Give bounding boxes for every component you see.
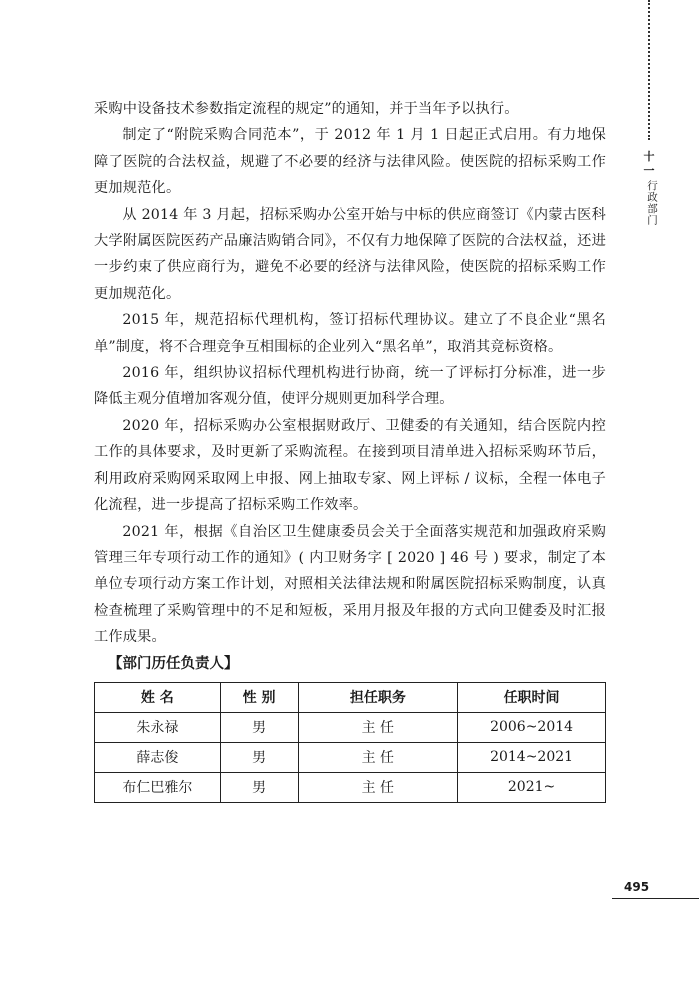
cell-tenure: 2021~ bbox=[458, 772, 606, 802]
chapter-number: 十一 bbox=[643, 150, 655, 177]
paragraph: 制定了“附院采购合同范本”，于 2012 年 1 月 1 日起正式启用。有力地保障了医院的合法权益，规避了不必要的经济与法律风险。使医院的招标采购工作更加规范化。 bbox=[94, 127, 606, 197]
dotted-rule bbox=[648, 0, 650, 140]
paragraph: 从 2014 年 3 月起，招标采购办公室开始与中标的供应商签订《内蒙古医科大学附属医院医药产品廉洁购销合同》，不仅有力地保障了医院的合法权益，还进一步约束了供应商行为，避免不必要的经济与法律风险，使医院的招标采购工作更加规范化。 bbox=[94, 206, 606, 302]
cell-tenure: 2014~2021 bbox=[458, 742, 606, 772]
page-number-rule bbox=[612, 898, 699, 899]
table-header-row bbox=[95, 682, 606, 712]
body-text bbox=[94, 96, 606, 803]
cell-name: 朱永禄 bbox=[95, 712, 221, 742]
chapter-tab-rail bbox=[645, 0, 653, 150]
page-number: 495 bbox=[624, 880, 650, 894]
table-row bbox=[95, 742, 606, 772]
cell-name: 薛志俊 bbox=[95, 742, 221, 772]
cell-position: 主 任 bbox=[298, 772, 458, 802]
cell-position: 主 任 bbox=[298, 742, 458, 772]
column-header-tenure: 任职时间 bbox=[458, 682, 606, 712]
cell-name: 布仁巴雅尔 bbox=[95, 772, 221, 802]
paragraph: 2020 年，招标采购办公室根据财政厅、卫健委的有关通知，结合医院内控工作的具体要求，及时更新了采购流程。在接到项目清单进入招标采购环节后，利用政府采购网采取网上申报、网上抽取专家、网上评标 / 议标，全程一体电子化流程，进一步提高了招标采购工作效率。 bbox=[94, 417, 606, 514]
cell-gender: 男 bbox=[220, 772, 298, 802]
chapter-title: 行政部门 bbox=[646, 180, 658, 226]
paragraph: 2015 年，规范招标代理机构，签订招标代理协议。建立了不良企业“黑名单”制度，将不合理竞争互相围标的企业列入“黑名单”，取消其竞标资格。 bbox=[94, 312, 606, 355]
column-header-name: 姓 名 bbox=[95, 682, 221, 712]
cell-gender: 男 bbox=[220, 712, 298, 742]
paragraph: 采购中设备技术参数指定流程的规定”的通知，并于当年予以执行。 bbox=[94, 101, 519, 117]
table-row bbox=[95, 772, 606, 802]
column-header-position: 担任职务 bbox=[298, 682, 458, 712]
cell-position: 主 任 bbox=[298, 712, 458, 742]
cell-tenure: 2006~2014 bbox=[458, 712, 606, 742]
table-row bbox=[95, 712, 606, 742]
paragraph: 2016 年，组织协议招标代理机构进行协商，统一了评标打分标准，进一步降低主观分值增加客观分值，使评分规则更加科学合理。 bbox=[94, 365, 606, 408]
cell-gender: 男 bbox=[220, 742, 298, 772]
staff-table bbox=[94, 682, 606, 803]
column-header-gender: 性 别 bbox=[220, 682, 298, 712]
paragraph: 2021 年，根据《自治区卫生健康委员会关于全面落实规范和加强政府采购管理三年专项行动工作的通知》( 内卫财务字 [ 2020 ] 46 号 ) 要求，制定了本单位专项行动方案工作计划，对照相关法律法规和附属医院招标采购制度，认真检查梳理了采购管理中的不足和短板，采用月报及年报的方式向卫健委及时汇报工作成果。 bbox=[94, 523, 606, 646]
section-heading: 【部门历任负责人】 bbox=[108, 655, 239, 672]
